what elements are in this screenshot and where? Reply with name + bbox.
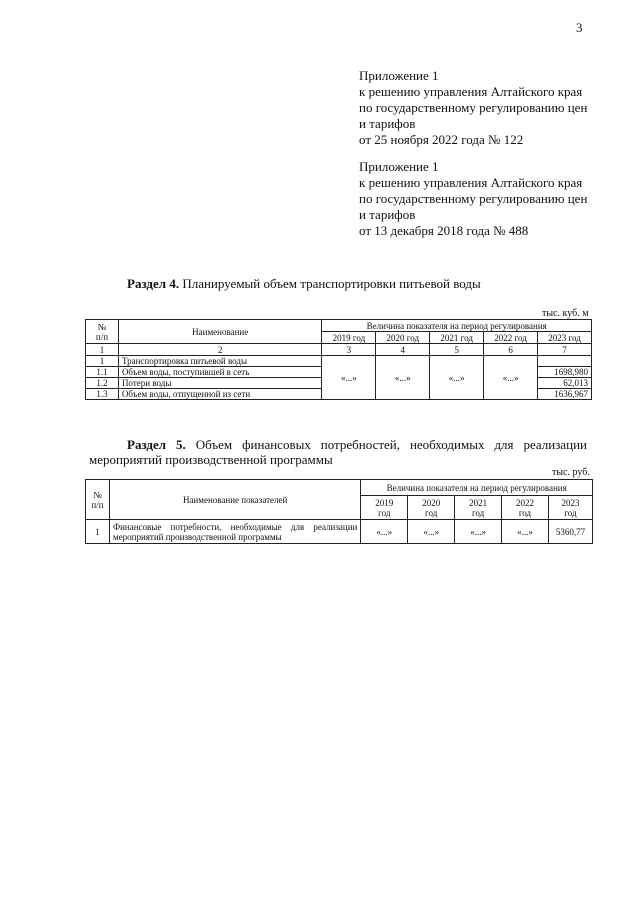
index-cell: 3 xyxy=(322,344,376,356)
section5-title-line2: мероприятий производственной программы xyxy=(89,452,333,467)
row-num: 1.3 xyxy=(86,389,119,400)
section5-unit: тыс. руб. xyxy=(552,467,590,478)
value-2023: 62,013 xyxy=(538,378,592,389)
section4-unit: тыс. куб. м xyxy=(542,308,589,319)
header-num: № п/п xyxy=(86,480,110,520)
row-num: 1.2 xyxy=(86,378,119,389)
row-num: 1 xyxy=(86,356,119,367)
row-name xyxy=(109,520,360,544)
appendix-line: Приложение 1 xyxy=(359,68,439,83)
appendix-line: от 25 ноября 2022 года № 122 xyxy=(359,132,524,147)
row-name-line1: Финансовые потребности, необходимые для реализации xyxy=(112,521,358,532)
appendix-line: от 13 декабря 2018 года № 488 xyxy=(359,223,529,238)
row-num: 1 xyxy=(86,520,110,544)
appendix-line: по государственному регулированию цен xyxy=(359,100,588,115)
value-2023: 5360,77 xyxy=(548,520,592,544)
row-name: Потери воды xyxy=(118,378,322,389)
header-year: 2023 год xyxy=(538,332,592,344)
section5-table xyxy=(85,479,593,544)
value-2020: «...» xyxy=(408,520,455,544)
section4-title xyxy=(127,276,481,292)
row-name: Транспортировка питьевой воды xyxy=(118,356,322,367)
value-2019: «...» xyxy=(322,356,376,400)
value-2022: «...» xyxy=(502,520,549,544)
index-cell: 4 xyxy=(376,344,430,356)
row-name-line2: мероприятий производственной программы xyxy=(112,531,282,542)
header-period: Величина показателя на период регулирования xyxy=(361,480,593,496)
appendix-block-original xyxy=(359,159,587,239)
value-2021: «...» xyxy=(430,356,484,400)
value-2022: «...» xyxy=(484,356,538,400)
index-cell: 2 xyxy=(118,344,322,356)
header-name: Наименование xyxy=(118,320,322,344)
section4-title-bold: Раздел 4. xyxy=(127,276,180,291)
index-cell: 6 xyxy=(484,344,538,356)
index-cell: 5 xyxy=(430,344,484,356)
value-2021: «...» xyxy=(455,520,502,544)
section5-title-text: Объем финансовых потребностей, необходимых для реализации xyxy=(195,437,587,452)
header-year: 2022 год xyxy=(502,496,549,520)
header-year: 2023 год xyxy=(548,496,592,520)
header-period: Величина показателя на период регулирования xyxy=(322,320,592,332)
value-2020: «...» xyxy=(376,356,430,400)
row-num: 1.1 xyxy=(86,367,119,378)
appendix-line: к решению управления Алтайского края xyxy=(359,175,583,190)
header-num: № п/п xyxy=(86,320,119,344)
appendix-line: и тарифов xyxy=(359,116,416,131)
table-row xyxy=(86,520,593,544)
header-year: 2019 год xyxy=(322,332,376,344)
value-2023 xyxy=(538,356,592,367)
section5-title-line1 xyxy=(127,437,587,453)
section4-title-text: Планируемый объем транспортировки питьевой воды xyxy=(179,276,481,291)
value-2023: 1636,967 xyxy=(538,389,592,400)
appendix-line: по государственному регулированию цен xyxy=(359,191,588,206)
section4-table xyxy=(85,319,592,400)
section5-title-bold: Раздел 5. xyxy=(127,437,186,452)
row-name: Объем воды, поступившей в сеть xyxy=(118,367,322,378)
index-cell: 1 xyxy=(86,344,119,356)
table-row xyxy=(86,356,592,367)
index-row xyxy=(86,344,592,356)
header-year: 2021 год xyxy=(455,496,502,520)
value-2023: 1698,980 xyxy=(538,367,592,378)
header-year: 2020 год xyxy=(376,332,430,344)
appendix-line: Приложение 1 xyxy=(359,159,439,174)
appendix-block-current xyxy=(359,68,587,148)
header-year: 2020 год xyxy=(408,496,455,520)
page-number: 3 xyxy=(576,20,583,35)
appendix-line: к решению управления Алтайского края xyxy=(359,84,583,99)
header-year: 2022 год xyxy=(484,332,538,344)
header-year: 2021 год xyxy=(430,332,484,344)
row-name: Объем воды, отпущенной из сети xyxy=(118,389,322,400)
appendix-line: и тарифов xyxy=(359,207,416,222)
header-name: Наименование показателей xyxy=(109,480,360,520)
value-2019: «...» xyxy=(361,520,408,544)
index-cell: 7 xyxy=(538,344,592,356)
header-year: 2019 год xyxy=(361,496,408,520)
